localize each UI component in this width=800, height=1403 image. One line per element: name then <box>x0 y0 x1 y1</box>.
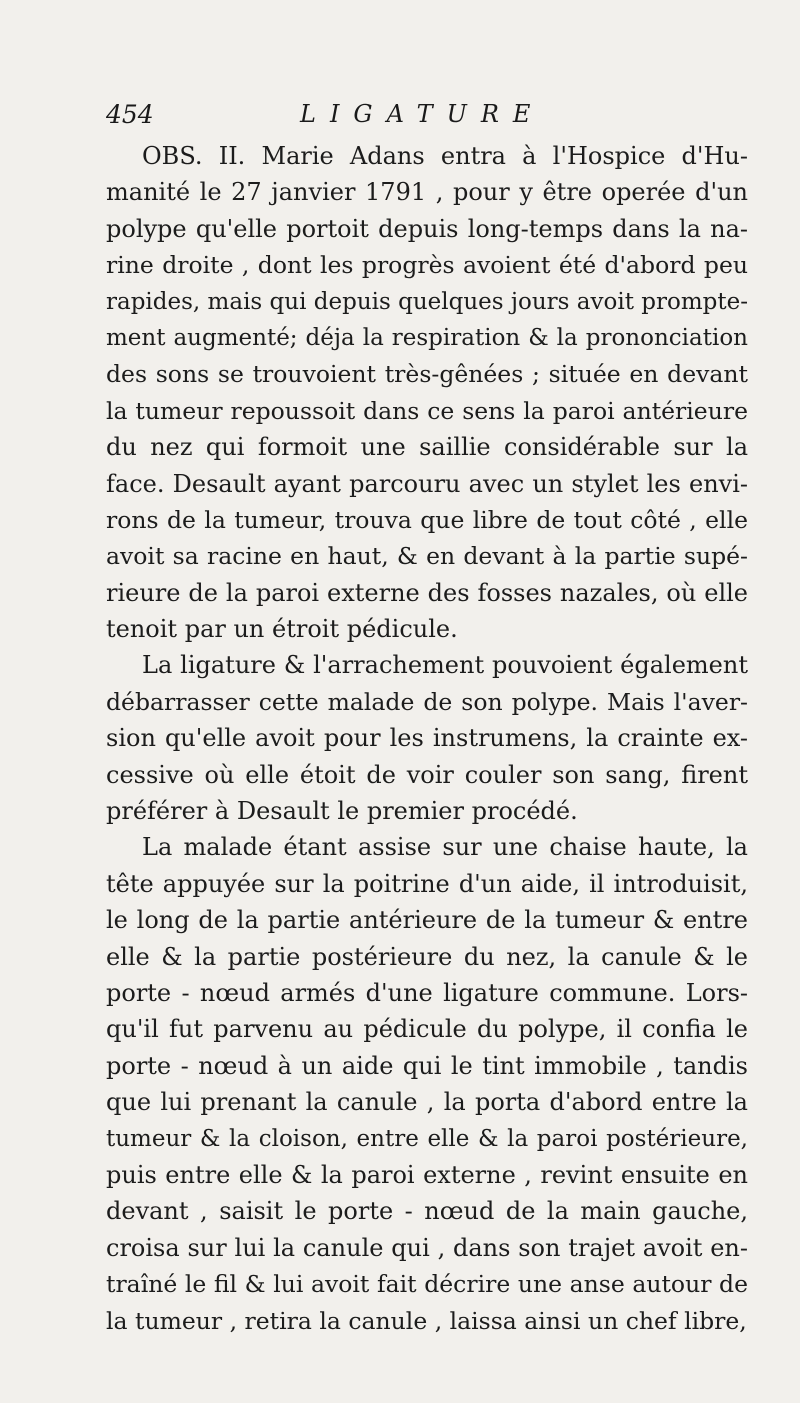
text-line: tenoit par un étroit pédicule. <box>106 615 458 644</box>
text-line: le long de la partie antérieure de la tumeur & entre <box>106 906 748 935</box>
text-line: elle & la partie postérieure du nez, la canule & le <box>106 942 748 971</box>
text-line: sion qu'elle avoit pour les instrumens, la crainte ex- <box>106 724 748 753</box>
text-line: du nez qui formoit une saillie considérable sur la <box>106 433 748 462</box>
text-line: La ligature & l'arrachement pouvoient également <box>142 651 748 680</box>
text-line: la tumeur repoussoit dans ce sens la paroi antérieure <box>106 396 748 425</box>
text-line: porte - nœud armés d'une ligature commune. Lors- <box>106 978 748 1007</box>
page-number: 454 <box>106 100 154 129</box>
text-line: cessive où elle étoit de voir couler son sang, firent <box>106 760 748 789</box>
text-line: avoit sa racine en haut, & en devant à la partie supé- <box>106 542 748 571</box>
text-line: rons de la tumeur, trouva que libre de tout côté , elle <box>106 505 748 534</box>
text-line: OBS. II. Marie Adans entra à l'Hospice d'Hu- <box>142 142 748 170</box>
paragraph <box>106 138 748 647</box>
paragraph <box>106 647 748 829</box>
text-line: la tumeur , retira la canule , laissa ainsi un chef libre, <box>106 1306 747 1335</box>
text-line: ment augmenté; déja la respiration & la prononciation <box>106 324 748 351</box>
text-line: porte - nœud à un aide qui le tint immobile , tandis <box>106 1051 748 1080</box>
text-line: rieure de la paroi externe des fosses nazales, où elle <box>106 578 748 607</box>
text-line: tête appuyée sur la poitrine d'un aide, il introduisit, <box>106 869 748 898</box>
paragraph <box>106 829 748 1338</box>
text-line: rine droite , dont les progrès avoient été d'abord peu <box>106 251 748 280</box>
text-line: polype qu'elle portoit depuis long-temps dans la na- <box>106 214 748 243</box>
text-line: La malade étant assise sur une chaise haute, la <box>142 833 748 862</box>
running-title: LIGATURE <box>300 100 545 128</box>
text-line: traîné le fil & lui avoit fait décrire une anse autour de <box>106 1270 748 1299</box>
text-line: rapides, mais qui depuis quelques jours avoit prompte- <box>106 288 748 315</box>
text-line: débarrasser cette malade de son polype. Mais l'aver- <box>106 687 748 716</box>
page-header <box>106 96 746 136</box>
text-line: tumeur & la cloison, entre elle & la paroi postérieure, <box>106 1125 748 1152</box>
text-line: manité le 27 janvier 1791 , pour y être operée d'un <box>106 178 748 207</box>
text-line: préférer à Desault le premier procédé. <box>106 797 578 826</box>
text-line: devant , saisit le porte - nœud de la main gauche, <box>106 1197 748 1226</box>
text-line: que lui prenant la canule , la porta d'abord entre la <box>106 1088 748 1117</box>
text-line: puis entre elle & la paroi externe , revint ensuite en <box>106 1160 748 1189</box>
text-line: face. Desault ayant parcouru avec un stylet les envi- <box>106 469 748 498</box>
body-text <box>106 138 748 1339</box>
text-line: des sons se trouvoient très-gênées ; située en devant <box>106 360 748 389</box>
text-line: qu'il fut parvenu au pédicule du polype, il confia le <box>106 1015 748 1044</box>
text-line: croisa sur lui la canule qui , dans son trajet avoit en- <box>106 1233 748 1262</box>
